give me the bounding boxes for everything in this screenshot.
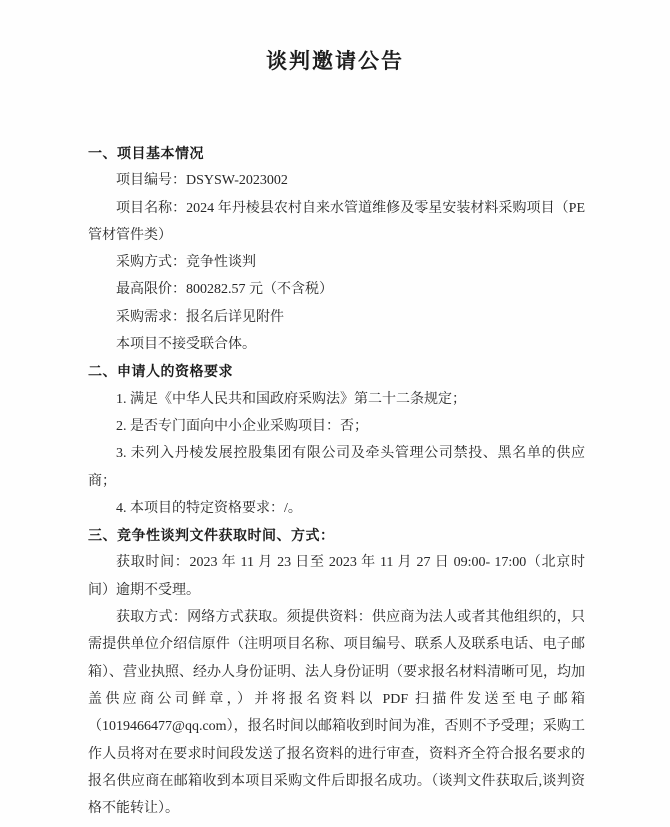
section-project-basic-info <box>88 140 585 358</box>
section-document-acquisition <box>88 522 585 822</box>
qualification-item-2: 2. 是否专门面向中小企业采购项目：否； <box>116 418 368 434</box>
qualification-item-4: 4. 本项目的特定资格要求：/。 <box>116 500 302 516</box>
acquisition-method: 获取方式：网络方式获取。须提供资料：供应商为法人或者其他组织的，只需提供单位介绍信原件（注明项目名称、项目编号、联系人及联系电话、电子邮箱）、营业执照、经办人身份证明、法人身份证明（要求报名材料清晰可见，均加盖供应商公司鲜章，）并将报名资料以 PDF 扫描件发送至电子邮箱（1019466477@qq.com），报名时间以邮箱收到时间为准，否则不予受理；采购工作人员将对在要求时间段发送了报名资料的进行审查，资料齐全符合报名要求的报名供应商在邮箱收到本项目采购文件后即报名成功。（谈判文件获取后,谈判资格不能转让）。 <box>88 610 585 817</box>
section-heading-project-basic-info: 一、项目基本情况 <box>88 145 204 161</box>
section-heading-applicant-qualifications: 二、申请人的资格要求 <box>88 363 233 380</box>
document-body <box>88 140 585 822</box>
qualification-item-3: 3. 未列入丹棱发展控股集团有限公司及牵头管理公司禁投、黑名单的供应商； <box>88 446 585 489</box>
project-number: 项目编号：DSYSW-2023002 <box>116 173 288 189</box>
section-applicant-qualifications <box>88 358 585 522</box>
section-heading-document-acquisition: 三、竞争性谈判文件获取时间、方式： <box>88 527 335 544</box>
project-name: 项目名称：2024 年丹棱县农村自来水管道维修及零星安装材料采购项目（PE 管材管件类） <box>88 200 585 243</box>
procurement-method: 采购方式：竞争性谈判 <box>116 255 256 271</box>
document-title: 谈判邀请公告 <box>266 49 404 73</box>
acquisition-time: 获取时间：2023 年 11 月 23 日至 2023 年 11 月 27 日 09:00- 17:00（北京时间）逾期不受理。 <box>88 555 585 598</box>
no-consortium-note: 本项目不接受联合体。 <box>116 337 256 353</box>
max-price-limit: 最高限价：800282.57 元（不含税） <box>116 282 333 298</box>
procurement-requirements: 采购需求：报名后详见附件 <box>116 309 284 325</box>
qualification-item-1: 1. 满足《中华人民共和国政府采购法》第二十二条规定； <box>116 391 466 407</box>
